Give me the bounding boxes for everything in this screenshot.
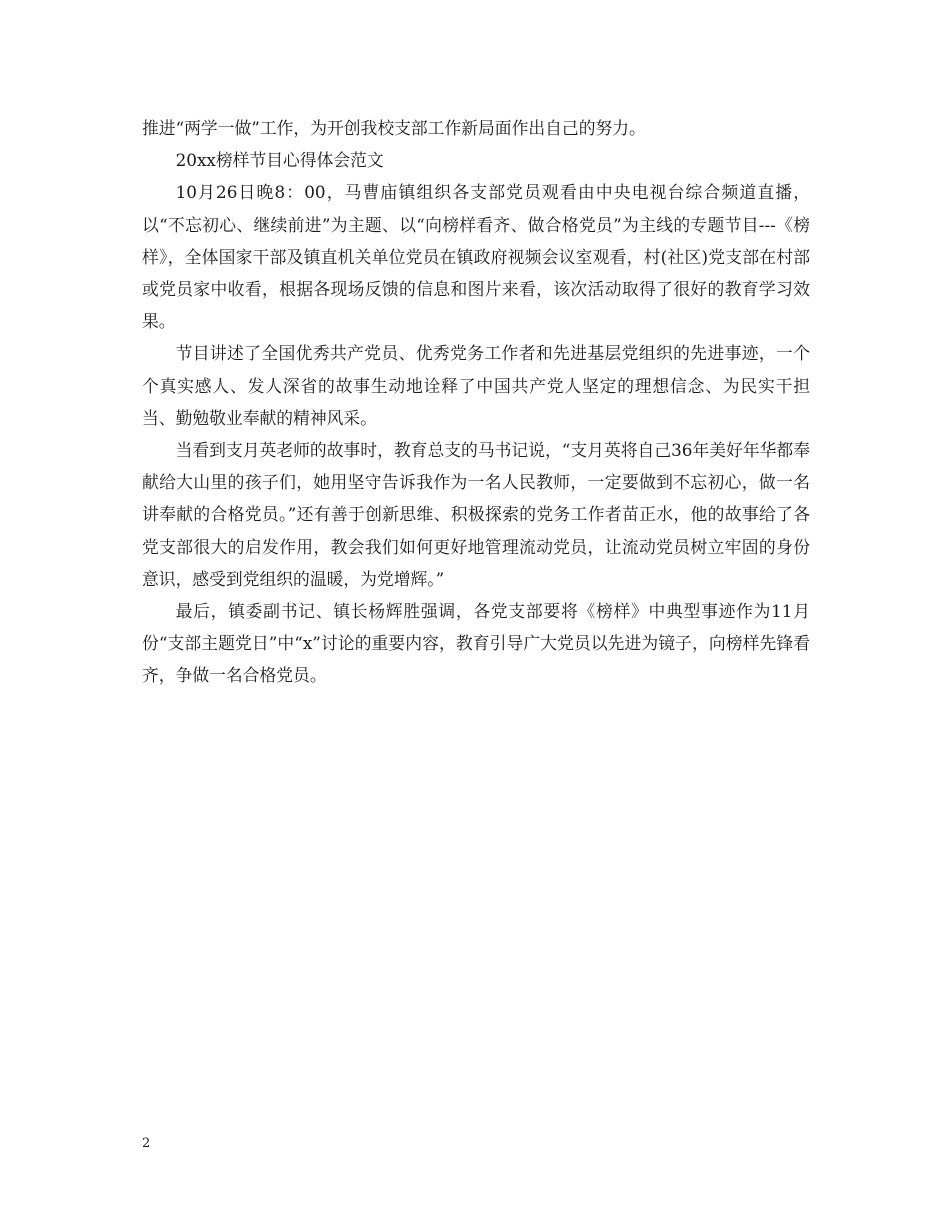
document-body [142, 112, 810, 692]
paragraph-program: 节目讲述了全国优秀共产党员、优秀党务工作者和先进基层党组织的先进事迹，一个个真实感人、发人深省的故事生动地诠释了中国共产党人坚定的理想信念、为民实干担当、勤勉敬业奉献的精神风采。 [142, 343, 810, 428]
paragraph-event: 10月26日晚8：00，马曹庙镇组织各支部党员观看由中央电视台综合频道直播，以“不忘初心、继续前进”为主题、以“向榜样看齐、做合格党员”为主线的专题节目---《榜样》，全体国家干部及镇直机关单位党员在镇政府视频会议室观看，村(社区)党支部在村部或党员家中收看，根据各现场反馈的信息和图片来看，该次活动取得了很好的教育学习效果。 [142, 182, 810, 332]
page-number: 2 [142, 1136, 151, 1151]
paragraph-continuation: 推进“两学一做”工作，为开创我校支部工作新局面作出自己的努力。 [142, 118, 646, 138]
paragraph-quote: 当看到支月英老师的故事时，教育总支的马书记说，“支月英将自己36年美好年华都奉献给大山里的孩子们，她用坚守告诉我作为一名人民教师，一定要做到不忘初心，做一名讲奉献的合格党员。”还有善于创新思维、积极探索的党务工作者苗正水，他的故事给了各党支部很大的启发作用，教会我们如何更好地管理流动党员，让流动党员树立牢固的身份意识，感受到党组织的温暖，为党增辉。” [142, 440, 810, 589]
section-title: 20xx榜样节目心得体会范文 [175, 150, 384, 171]
paragraph-conclusion: 最后，镇委副书记、镇长杨辉胜强调，各党支部要将《榜样》中典型事迹作为11月份“支部主题党日”中“x”讨论的重要内容，教育引导广大党员以先进为镜子，向榜样先锋看齐，争做一名合格党员。 [142, 601, 810, 686]
